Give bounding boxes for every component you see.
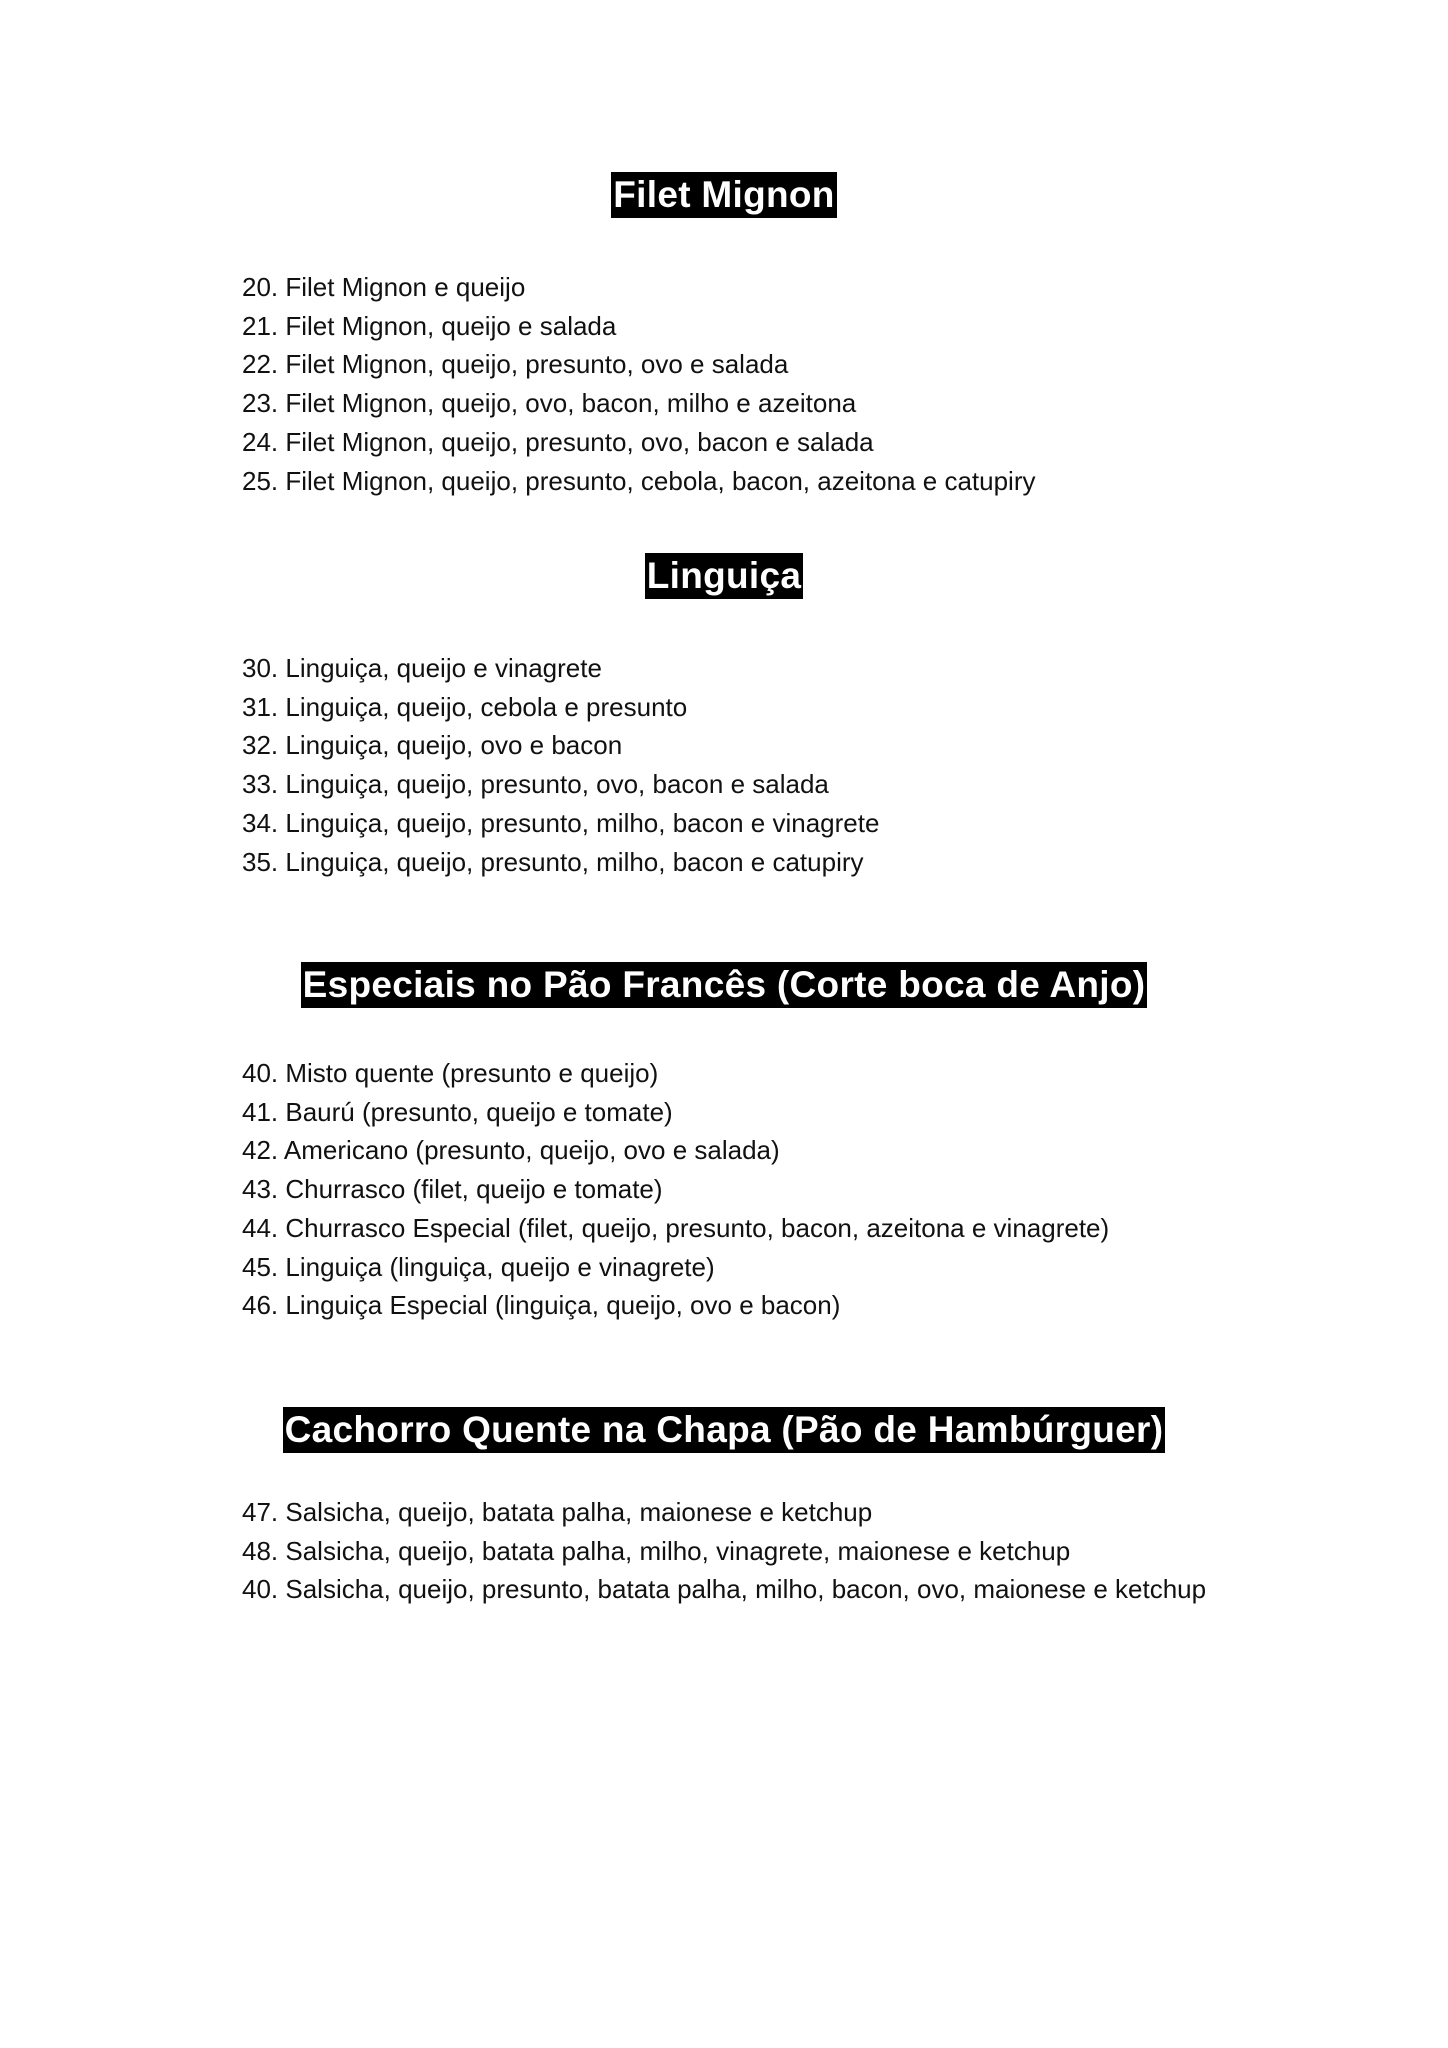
menu-item: 34. Linguiça, queijo, presunto, milho, bacon e vinagrete (242, 807, 880, 838)
section-linguica (0, 553, 1448, 877)
menu-list (242, 1054, 1109, 1325)
section-filet-mignon (0, 172, 1448, 496)
menu-item: 33. Linguiça, queijo, presunto, ovo, bacon e salada (242, 769, 829, 800)
menu-item: 20. Filet Mignon e queijo (242, 272, 526, 302)
menu-item: 21. Filet Mignon, queijo e salada (242, 310, 617, 341)
section-title: Filet Mignon (611, 172, 836, 218)
menu-item: 40. Misto quente (presunto e queijo) (242, 1058, 659, 1088)
menu-item: 23. Filet Mignon, queijo, ovo, bacon, milho e azeitona (242, 388, 857, 419)
section-cachorro-quente (0, 1407, 1448, 1605)
section-especiais-pao-frances (0, 962, 1448, 1321)
menu-item: 25. Filet Mignon, queijo, presunto, cebola, bacon, azeitona e catupiry (242, 465, 1036, 496)
menu-item: 35. Linguiça, queijo, presunto, milho, bacon e catupiry (242, 846, 864, 877)
section-title: Linguiça (645, 553, 804, 599)
menu-list (242, 649, 879, 881)
menu-item: 42. Americano (presunto, queijo, ovo e salada) (242, 1135, 780, 1166)
menu-item: 41. Baurú (presunto, queijo e tomate) (242, 1096, 673, 1127)
menu-item: 32. Linguiça, queijo, ovo e bacon (242, 730, 623, 761)
menu-list (242, 1493, 1206, 1609)
menu-item: 46. Linguiça Especial (linguiça, queijo, ovo e bacon) (242, 1290, 841, 1321)
section-title: Especiais no Pão Francês (Corte boca de Anjo) (301, 962, 1148, 1008)
menu-list (242, 268, 1036, 500)
menu-item: 47. Salsicha, queijo, batata palha, maionese e ketchup (242, 1497, 873, 1527)
menu-item: 45. Linguiça (linguiça, queijo e vinagrete) (242, 1251, 715, 1282)
menu-item: 22. Filet Mignon, queijo, presunto, ovo e salada (242, 349, 789, 380)
menu-item: 40. Salsicha, queijo, presunto, batata palha, milho, bacon, ovo, maionese e ketchup (242, 1574, 1207, 1605)
menu-item: 48. Salsicha, queijo, batata palha, milho, vinagrete, maionese e ketchup (242, 1535, 1071, 1566)
menu-item: 31. Linguiça, queijo, cebola e presunto (242, 691, 688, 722)
menu-item: 44. Churrasco Especial (filet, queijo, presunto, bacon, azeitona e vinagrete) (242, 1212, 1110, 1243)
menu-item: 43. Churrasco (filet, queijo e tomate) (242, 1174, 663, 1205)
menu-item: 30. Linguiça, queijo e vinagrete (242, 653, 602, 683)
section-title: Cachorro Quente na Chapa (Pão de Hambúrguer) (283, 1407, 1166, 1453)
menu-item: 24. Filet Mignon, queijo, presunto, ovo, bacon e salada (242, 426, 874, 457)
